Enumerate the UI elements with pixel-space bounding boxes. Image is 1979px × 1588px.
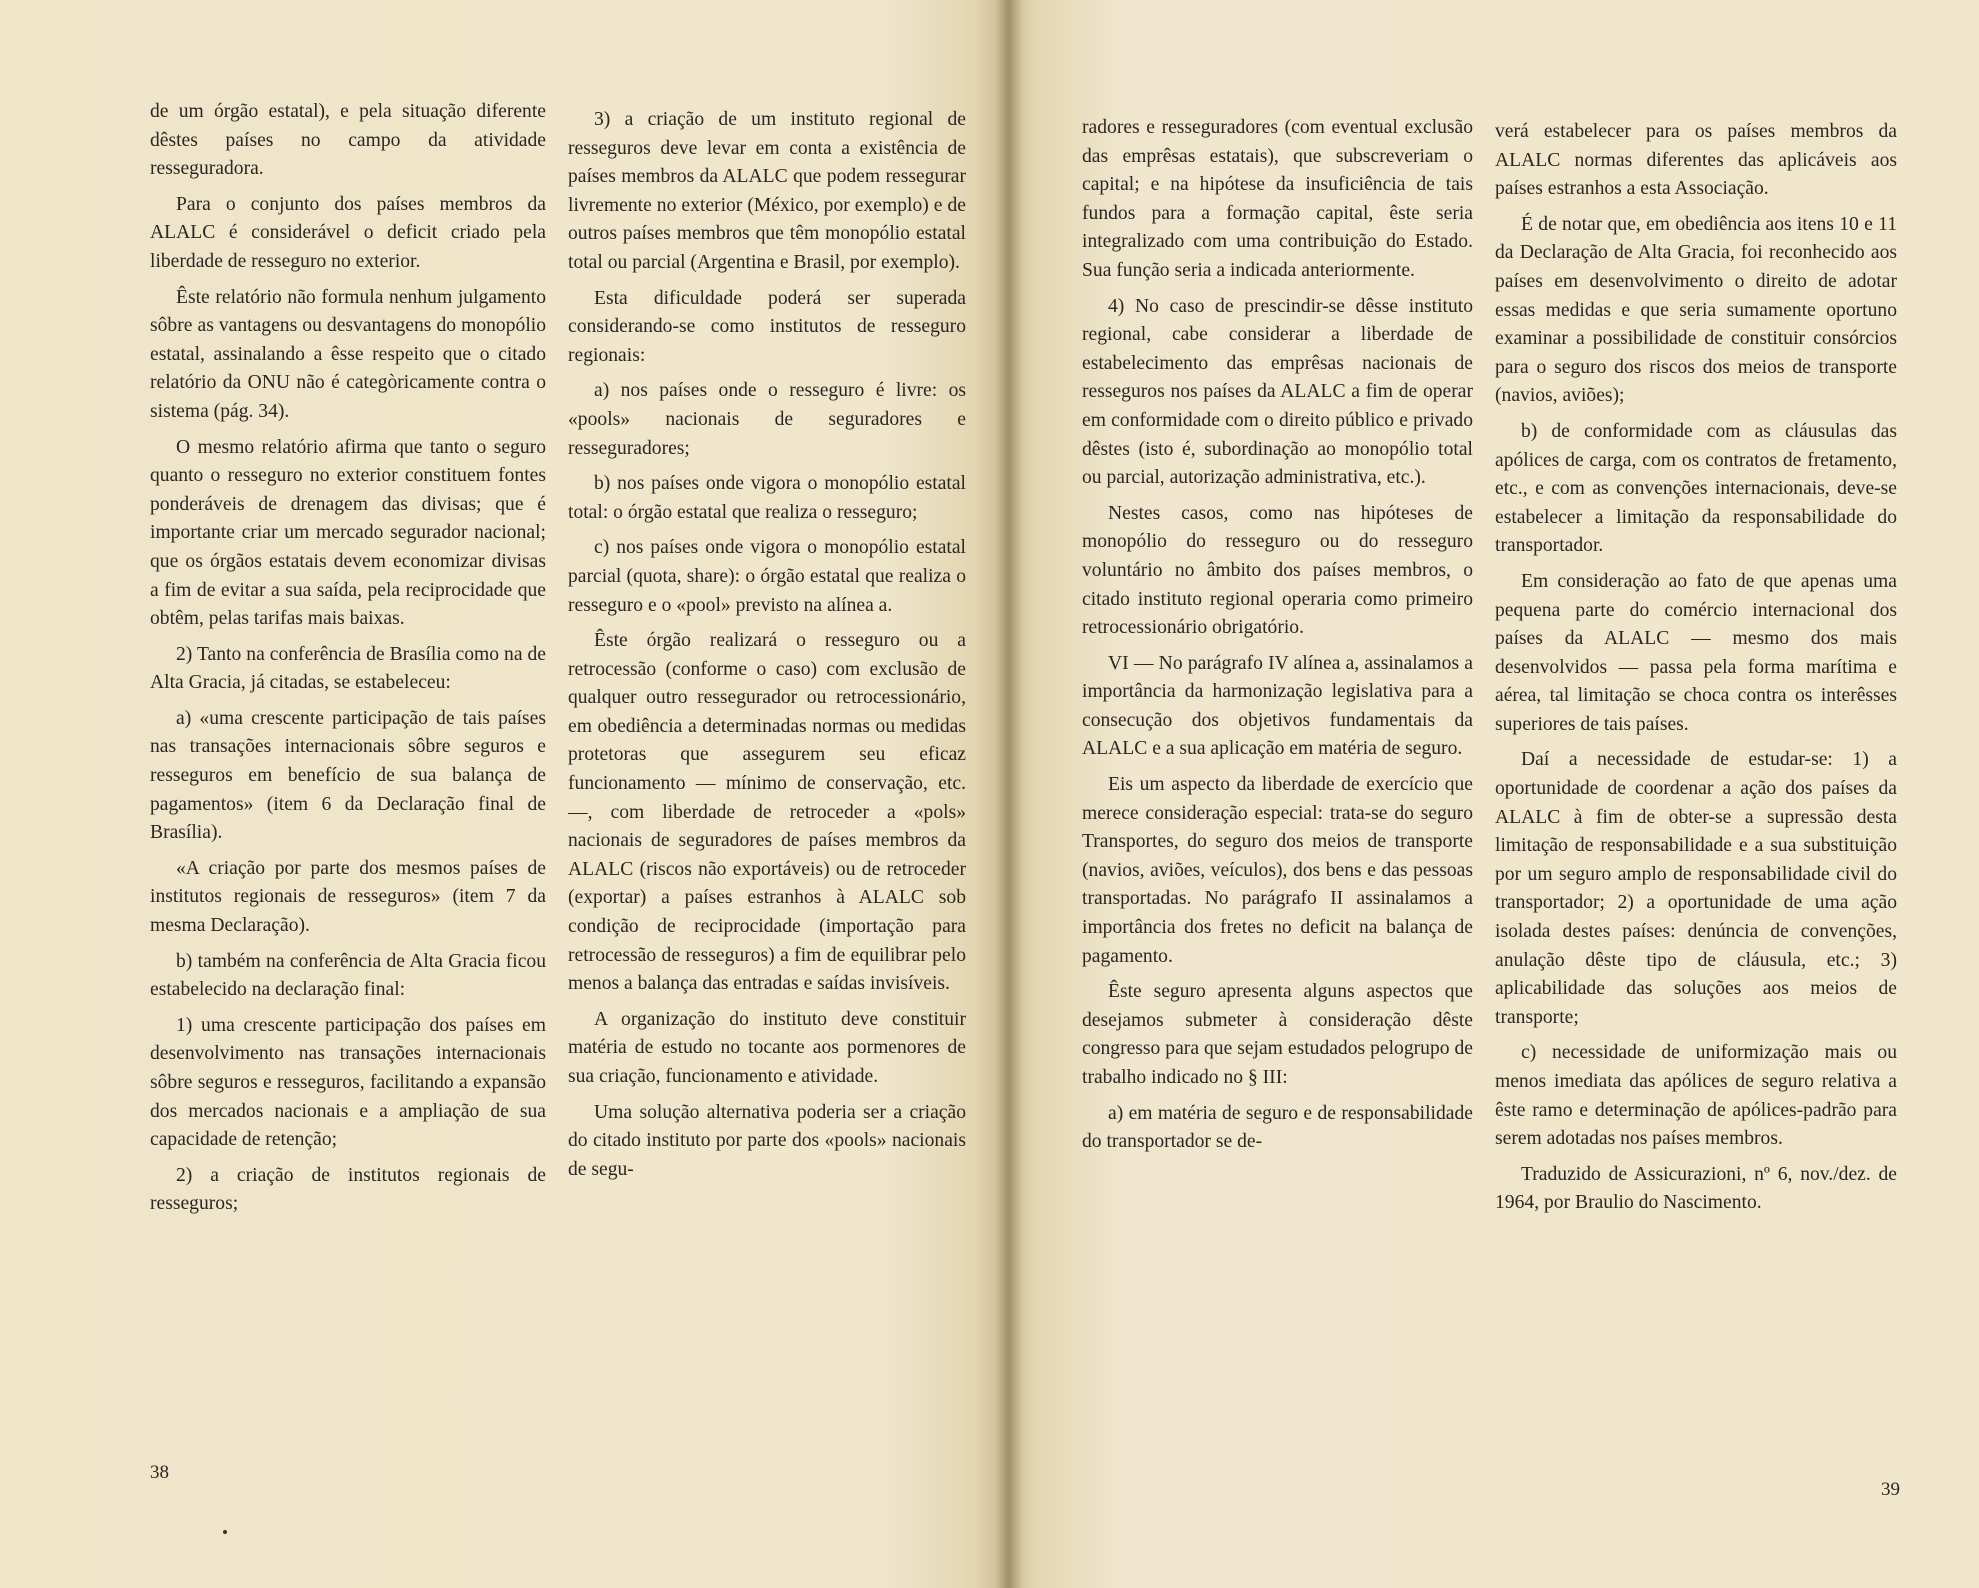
paragraph: É de notar que, em obediência aos itens 10 e 11 da Declaração de Alta Gracia, foi reconhecido aos países em desenvolvimento o direito de adotar essas medidas e que seria sumamente oportuno examinar a possibilidade de constituir consórcios para o seguro dos riscos dos meios de transporte (navios, aviões);: [1495, 213, 1897, 407]
paragraph: Eis um aspecto da liberdade de exercício que merece consideração especial: trata-se do seguro Transportes, do seguro dos meios de transporte (navios, aviões, veículos), dos bens e das pessoas transportadas. No parágrafo II assinalamos a importância dos fretes no deficit na balança de pagamento.: [1082, 774, 1473, 967]
paragraph: verá estabelecer para os países membros da ALALC normas diferentes das aplicáveis aos países estranhos a esta Associação.: [1495, 121, 1897, 200]
paragraph: c) nos países onde vigora o monopólio estatal parcial (quota, share): o órgão estatal que realiza o resseguro e o «pool» previsto na alínea a.: [568, 537, 966, 616]
right-page-column-1: [1082, 114, 1473, 1164]
paragraph: a) «uma crescente participação de tais países nas transações internacionais sôbre seguros e resseguros em benefício de sua balança de pagamentos» (item 6 da Declaração final de Brasília).: [150, 707, 546, 844]
paragraph: de um órgão estatal), e pela situação diferente dêstes países no campo da atividade resseguradora.: [150, 101, 546, 180]
right-page: [1005, 0, 1979, 1588]
paragraph: Êste seguro apresenta alguns aspectos que desejamos submeter à consideração dêste congresso para que sejam estudados pelogrupo de trabalho indicado no § III:: [1082, 981, 1473, 1088]
paragraph: radores e resseguradores (com eventual exclusão das emprêsas estatais), que subscreveriam o capital; e na hipótese da insuficiência de tais fundos para a formação capital, êste seria integralizado com uma contribuição do Estado. Sua função seria a indicada anteriormente.: [1082, 117, 1473, 281]
paragraph: 2) Tanto na conferência de Brasília como na de Alta Gracia, já citadas, se estabeleceu:: [150, 643, 546, 694]
paragraph: Para o conjunto dos países membros da ALALC é considerável o deficit criado pela liberdade de resseguro no exterior.: [150, 193, 546, 272]
paragraph: 1) uma crescente participação dos países em desenvolvimento nas transações internacionais sôbre seguros e resseguros, facilitando a expansão dos mercados nacionais e a ampliação de sua capacidade de retenção;: [150, 1014, 546, 1151]
ink-speck: [223, 1530, 227, 1534]
paragraph: 3) a criação de um instituto regional de resseguros deve levar em conta a existência de países membros da ALALC que podem ressegurar livremente no exterior (México, por exemplo) e de outros países membros que têm monopólio estatal total ou parcial (Argentina e Brasil, por exemplo).: [568, 109, 966, 273]
paragraph: a) em matéria de seguro e de responsabilidade do transportador se de-: [1082, 1102, 1473, 1153]
paragraph: O mesmo relatório afirma que tanto o seguro quanto o resseguro no exterior constituem fontes ponderáveis de drenagem das divisas; que é importante criar um mercado segurador nacional; que os órgãos estatais devem economizar divisas a fim de evitar a sua saída, pela reciprocidade que obtêm, pelas tarifas mais baixas.: [150, 436, 546, 630]
paragraph: b) também na conferência de Alta Gracia ficou estabelecido na declaração final:: [150, 950, 546, 1001]
paragraph: A organização do instituto deve constituir matéria de estudo no tocante aos pormenores de sua criação, funcionamento e atividade.: [568, 1008, 966, 1087]
paragraph: 2) a criação de institutos regionais de resseguros;: [150, 1164, 546, 1215]
paragraph: Êste órgão realizará o resseguro ou a retrocessão (conforme o caso) com exclusão de qualquer outro ressegurador ou retrocessionário, em obediência a determinadas normas ou medidas protetoras que assegurem seu eficaz funcionamento — mínimo de conservação, etc. —, com liberdade de retroceder a «pols» nacionais de seguradores de países membros da ALALC (riscos não exportáveis) ou de retroceder (exportar) a países estranhos à ALALC sob condição de reciprocidade (importação para retrocessão de resseguros) a fim de equilibrar pelo menos a balança das entradas e saídas invisíveis.: [568, 630, 966, 995]
paragraph: a) nos países onde o resseguro é livre: os «pools» nacionais de seguradores e resseguradores;: [568, 380, 966, 459]
paragraph: VI — No parágrafo IV alínea a, assinalamos a importância da harmonização legislativa para a consecução dos objetivos fundamentais da ALALC e a sua aplicação em matéria de seguro.: [1082, 652, 1473, 760]
page-number: 39: [1881, 1479, 1900, 1500]
left-page-column-1: [150, 98, 546, 1226]
paragraph: Em consideração ao fato de que apenas uma pequena parte do comércio internacional dos países da ALALC — mesmo dos mais desenvolvidos — passa pela forma marítima e aérea, tal limitação se choca contra os interêsses superiores de tais países.: [1495, 570, 1897, 735]
paragraph: Daí a necessidade de estudar-se: 1) a oportunidade de coordenar a ação dos países da ALALC à fim de obter-se a supressão desta limitação de responsabilidade e a sua substituição por um seguro amplo de responsabilidade civil do transportador; 2) a oportunidade de uma ação isolada destes países: denúncia de convenções, anulação dêste tipo de cláusula, etc.; 3) aplicabilidade das soluções aos meios de transporte;: [1495, 749, 1897, 1028]
paragraph: Esta dificuldade poderá ser superada considerando-se como institutos de resseguro regionais:: [568, 287, 966, 366]
paragraph: 4) No caso de prescindir-se dêsse instituto regional, cabe considerar a liberdade de estabelecimento das emprêsas nacionais de resseguros nos países da ALALC a fim de operar em conformidade com o direito público e privado dêstes (isto é, subordinação ao monopólio total ou parcial, autorização administrativa, etc.).: [1082, 295, 1473, 489]
right-page-column-2: [1495, 118, 1897, 1225]
paragraph: b) de conformidade com as cláusulas das apólices de carga, com os contratos de fretamento, etc., e com as convenções internacionais, deve-se estabelecer a limitação da responsabilidade do transportador.: [1495, 420, 1897, 557]
paragraph: b) nos países onde vigora o monopólio estatal total: o órgão estatal que realiza o resseguro;: [568, 473, 966, 523]
paragraph: Êste relatório não formula nenhum julgamento sôbre as vantagens ou desvantagens do monopólio estatal, assinalando a êsse respeito que o citado relatório da ONU não é categòricamente contra o sistema (pág. 34).: [150, 286, 546, 422]
paragraph: Uma solução alternativa poderia ser a criação do citado instituto por parte dos «pools» nacionais de segu-: [568, 1101, 966, 1180]
paragraph: c) necessidade de uniformização mais ou menos imediata das apólices de seguro relativa a êste ramo e determinação de apólices-padrão para serem adotadas nos países membros.: [1495, 1042, 1897, 1150]
left-page-column-2: [568, 106, 966, 1191]
paragraph: «A criação por parte dos mesmos países de institutos regionais de resseguros» (item 7 da mesma Declaração).: [150, 857, 546, 937]
paragraph: Traduzido de Assicurazioni, nº 6, nov./dez. de 1964, por Braulio do Nascimento.: [1495, 1163, 1897, 1214]
page-number: 38: [150, 1462, 169, 1483]
paragraph: Nestes casos, como nas hipóteses de monopólio do resseguro ou do resseguro voluntário no âmbito dos países membros, o citado instituto regional operaria como primeiro retrocessionário obrigatório.: [1082, 502, 1473, 639]
book-gutter: [995, 0, 1023, 1588]
